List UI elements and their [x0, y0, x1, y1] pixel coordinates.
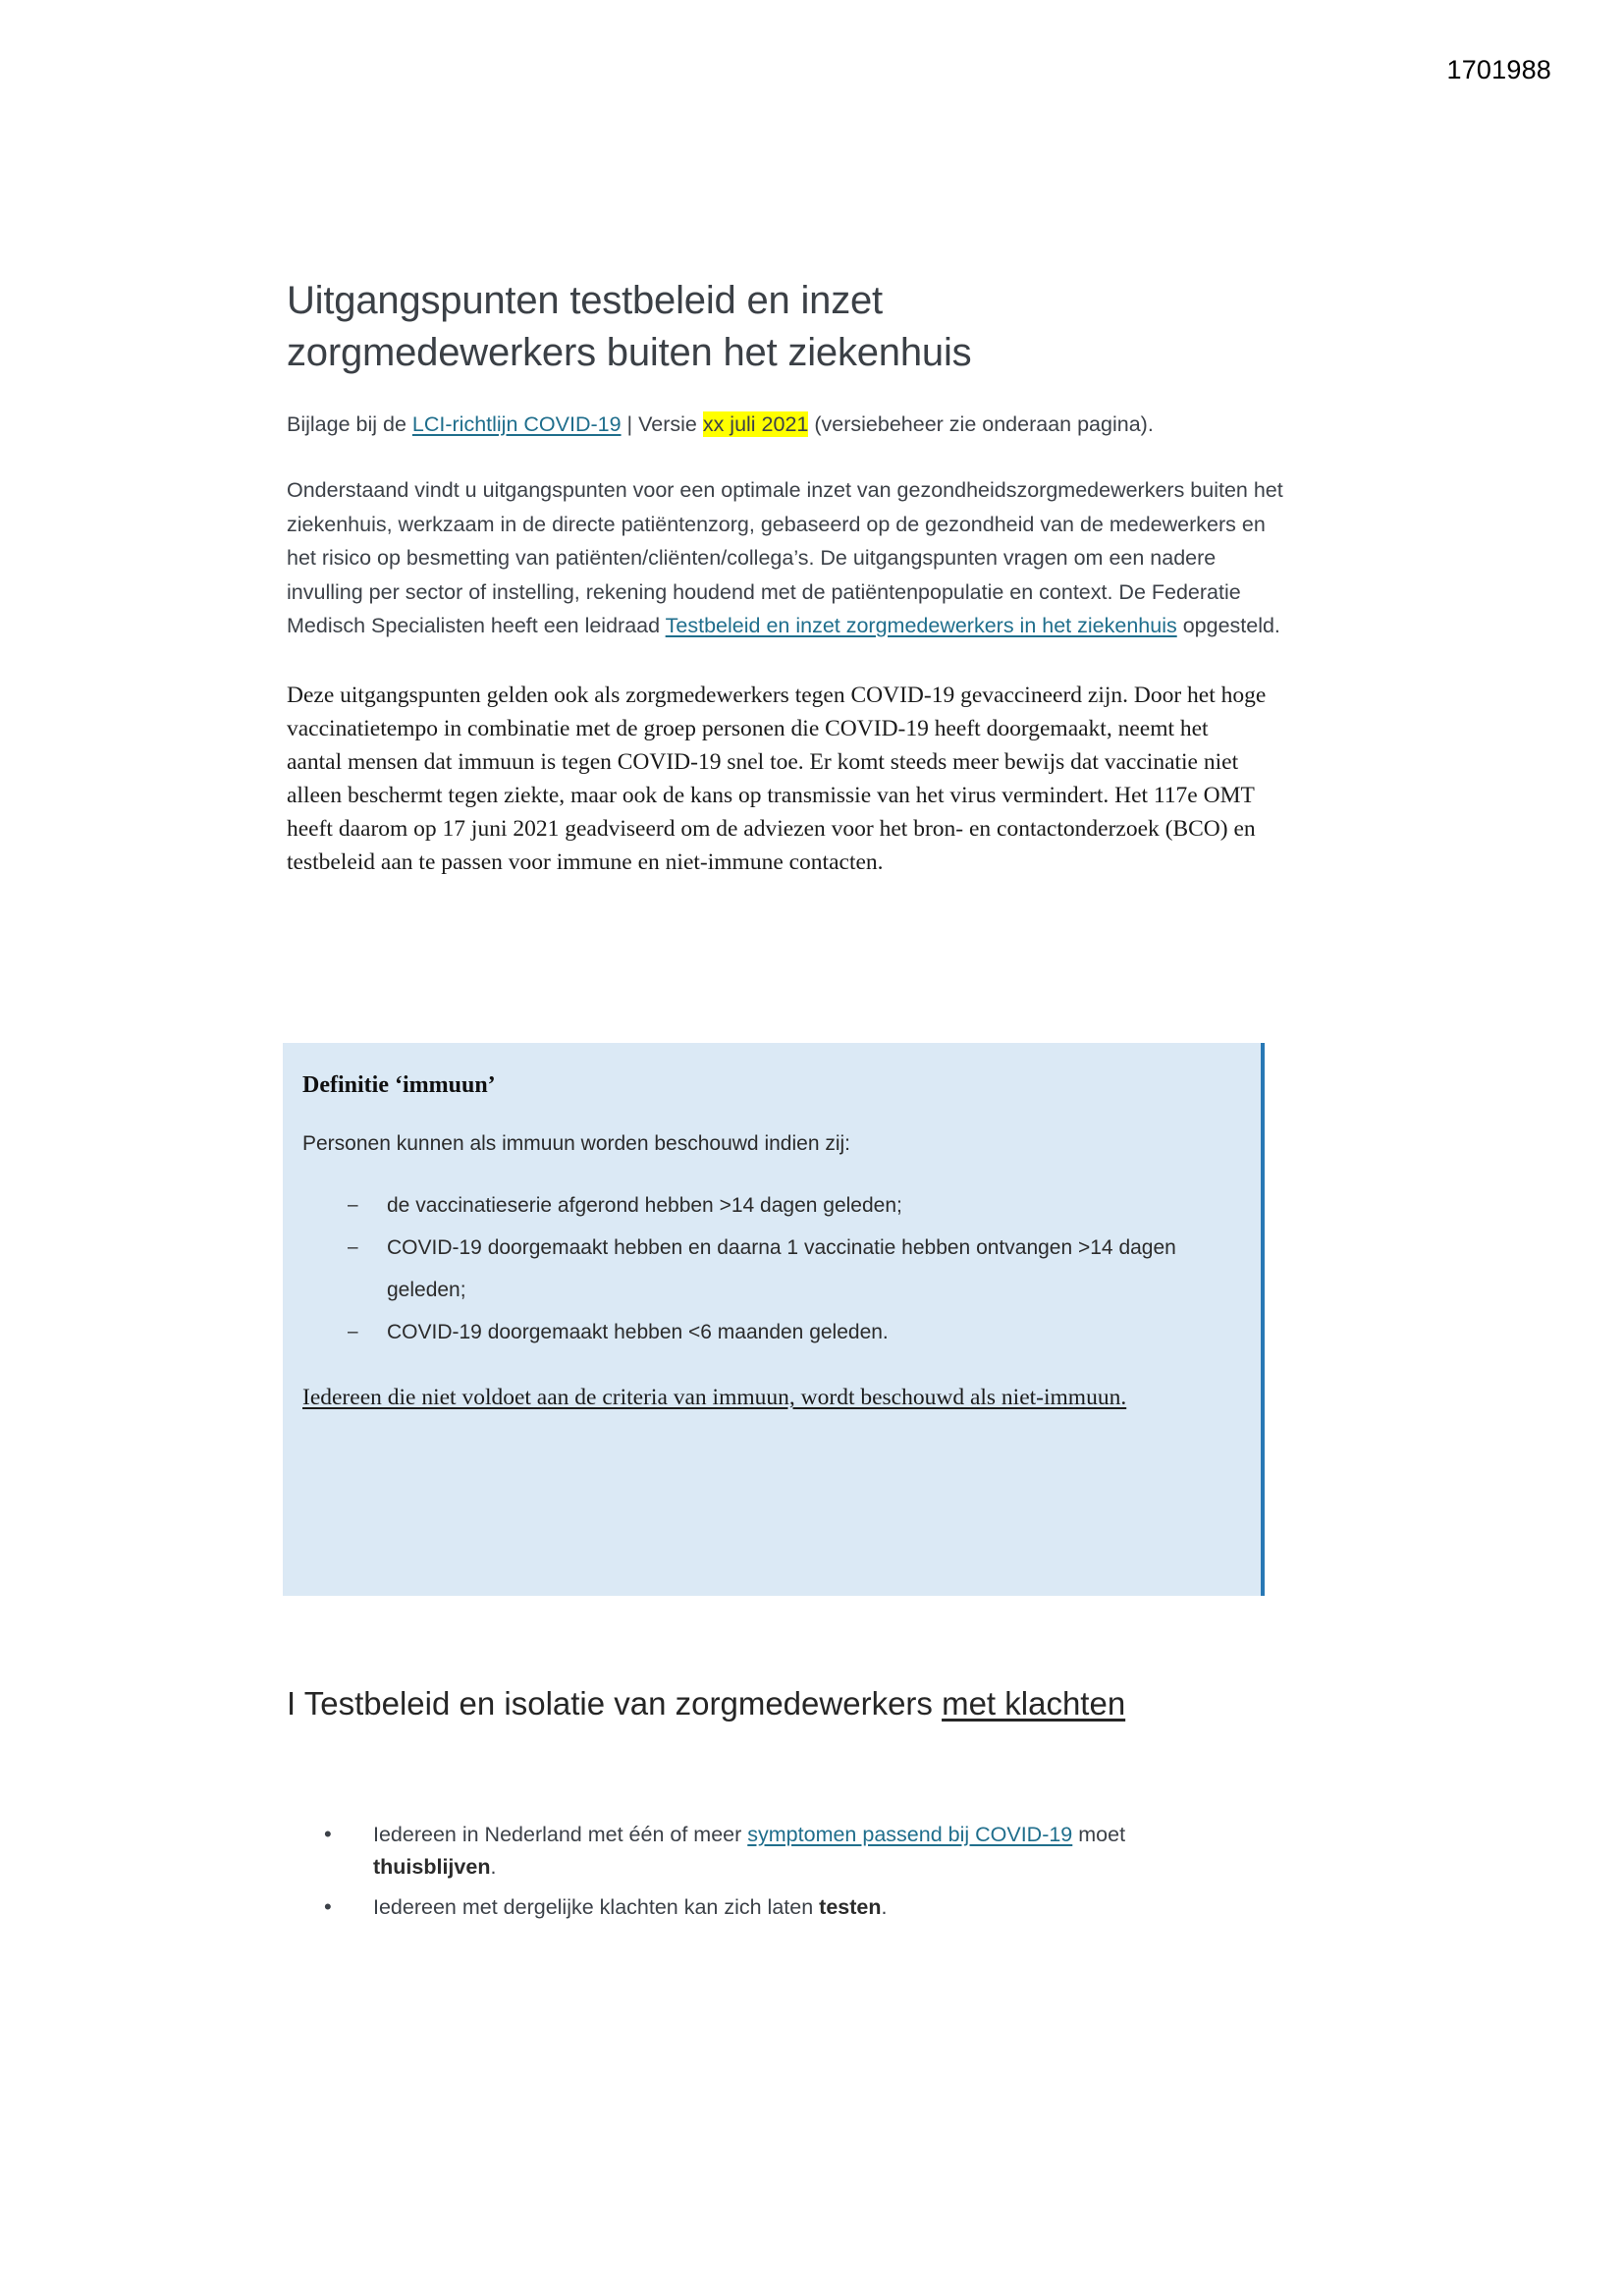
- list-item: [322, 1891, 1245, 1924]
- section-heading-one: [287, 1681, 1249, 1726]
- definition-criteria-list: [302, 1159, 1227, 1353]
- list-item: – de vaccinatieserie afgerond hebben >14 dagen geleden;: [348, 1184, 1227, 1227]
- meta-separator: | Versie: [621, 412, 703, 436]
- bullet-2-prefix: Iedereen met dergelijke klachten kan zich laten: [373, 1895, 820, 1919]
- list-item: [322, 1819, 1245, 1884]
- intro-text-part1: Onderstaand vindt u uitgangspunten voor een optimale inzet van gezondheidszorgmedewerkers buiten het ziekenhuis, werkzaam in de directe patiëntenzorg, gebaseerd op de gezondheid van de medewerkers en het risico op besmetting van patiënten/cliënten/collega’s. De uitgangspunten vragen om een nadere invulling per sector of instelling, rekening houdend met de patiëntenpopulatie en context. De Federatie Medisch Specialisten heeft een leidraad: [287, 478, 1283, 637]
- bullet-2-bold: testen: [819, 1895, 882, 1919]
- meta-prefix: Bijlage bij de: [287, 412, 412, 436]
- version-highlight: xx juli 2021: [702, 412, 809, 436]
- bullet-1-bold: thuisblijven: [373, 1855, 491, 1879]
- list-item: – COVID-19 doorgemaakt hebben en daarna 1 vaccinatie hebben ontvangen >14 dagen geleden;: [348, 1227, 1227, 1311]
- leidraad-ziekenhuis-link[interactable]: Testbeleid en inzet zorgmedewerkers in het ziekenhuis: [665, 614, 1177, 637]
- section-heading-underlined: met klachten: [942, 1685, 1126, 1722]
- symptomen-covid19-link[interactable]: symptomen passend bij COVID-19: [747, 1823, 1073, 1846]
- vaccination-paragraph: Deze uitgangspunten gelden ook als zorgmedewerkers tegen COVID-19 gevaccineerd zijn. Door het hoge vaccinatietempo in combinatie met de groep personen die COVID-19 heeft doorgemaakt, neemt het aantal mensen dat immuun is tegen COVID-19 snel toe. Er komt steeds meer bewijs dat vaccinatie niet alleen beschermt tegen ziekte, maar ook de kans op transmissie van het virus vermindert. Het 117e OMT heeft daarom op 17 juni 2021 geadviseerd om de adviezen voor het bron- en contactonderzoek (BCO) en testbeleid aan te passen voor immune en niet-immune contacten.: [287, 682, 1267, 875]
- intro-paragraph: [287, 439, 1290, 643]
- definition-box-title: Definitie ‘immuun’: [302, 1072, 496, 1098]
- section-heading-plain: I Testbeleid en isolatie van zorgmedewerkers: [287, 1685, 943, 1722]
- document-meta-line: [287, 379, 1347, 439]
- list-item: – COVID-19 doorgemaakt hebben <6 maanden geleden.: [348, 1311, 1227, 1353]
- document-body: [287, 0, 1347, 879]
- page-title: Uitgangspunten testbeleid en inzet zorgmedewerkers buiten het ziekenhuis: [287, 279, 972, 374]
- bullet-1-prefix: Iedereen in Nederland met één of meer: [373, 1823, 748, 1846]
- meta-suffix: (versiebeheer zie onderaan pagina).: [808, 412, 1154, 436]
- definition-footer-text: Iedereen die niet voldoet aan de criteria van immuun, wordt beschouwd als niet-immuun.: [302, 1385, 1127, 1410]
- bullet-1-middle: moet: [1072, 1823, 1126, 1846]
- section-one-bullet-list: [322, 1819, 1245, 1924]
- definition-box-footer: [302, 1353, 1147, 1414]
- bullet-1-suffix: .: [490, 1855, 497, 1879]
- lci-richtlijn-link[interactable]: LCI-richtlijn COVID-19: [411, 412, 622, 436]
- page-header-number: 1701988: [1446, 55, 1551, 84]
- bullet-2-suffix: .: [881, 1895, 888, 1919]
- intro-text-part2: opgesteld.: [1176, 614, 1280, 637]
- definition-callout-box: [283, 1043, 1265, 1596]
- definition-box-lead: Personen kunnen als immuun worden beschouwd indien zij:: [302, 1132, 850, 1155]
